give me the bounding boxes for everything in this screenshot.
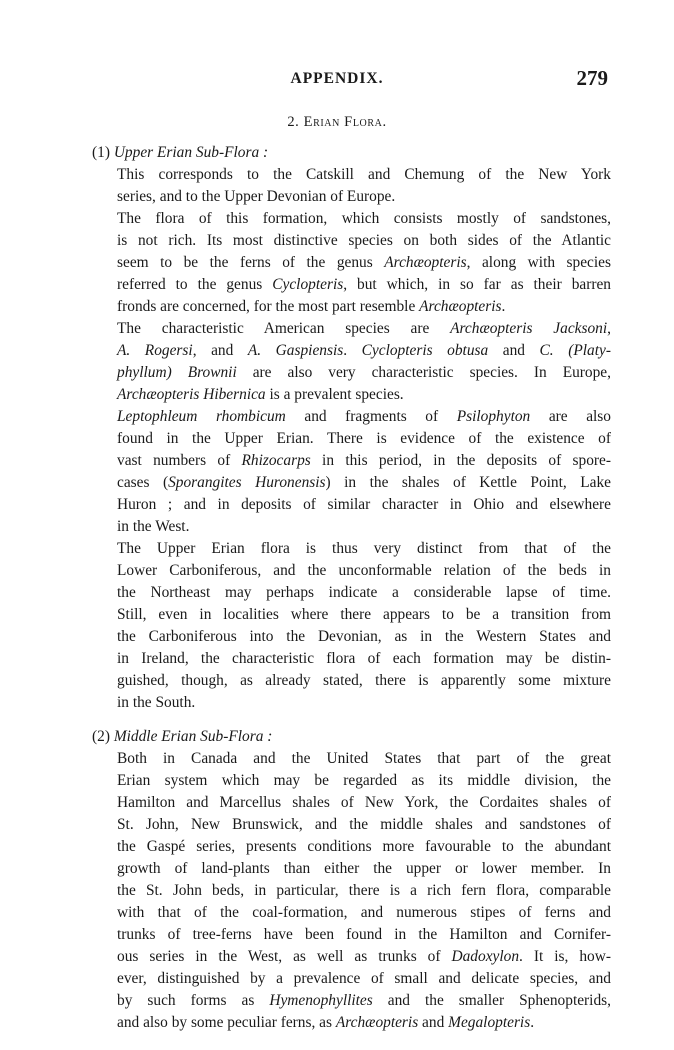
text-line: with that of the coal-formation, and numerous stipes of ferns and bbox=[117, 904, 611, 921]
text-line: in the South. bbox=[117, 694, 196, 711]
text-line: Both in Canada and the United States that part of the great bbox=[117, 750, 611, 767]
paragraph-middle-1 bbox=[90, 748, 611, 1034]
paragraph-upper-1 bbox=[90, 164, 611, 208]
text-line: is not rich. Its most distinctive species on both sides of the Atlantic bbox=[117, 232, 611, 249]
text-line: seem to be the ferns of the genus Archæopteris, along with species bbox=[117, 254, 611, 271]
text-line: by such forms as Hymenophyllites and the smaller Sphenopterids, bbox=[117, 992, 611, 1009]
running-title: APPENDIX. bbox=[290, 70, 384, 87]
text-line: fronds are concerned, for the most part resemble Archæopteris. bbox=[117, 298, 506, 315]
text-line: Erian system which may be regarded as its middle division, the bbox=[117, 772, 611, 789]
paragraph-upper-4 bbox=[90, 406, 611, 538]
body-text bbox=[90, 142, 611, 1034]
text-line: ever, distinguished by a prevalence of small and delicate species, and bbox=[117, 970, 611, 987]
text-line: The flora of this formation, which consists mostly of sandstones, bbox=[117, 210, 611, 227]
sub-heading-number: (1) bbox=[92, 144, 110, 161]
text-line: ous series in the West, as well as trunks of Dadoxylon. It is, how- bbox=[117, 948, 611, 965]
text-line: and also by some peculiar ferns, as Archæopteris and Megalopteris. bbox=[117, 1014, 535, 1031]
sub-heading-number: (2) bbox=[92, 728, 110, 745]
text-line: the Gaspé series, presents conditions more favourable to the abundant bbox=[117, 838, 611, 855]
text-line: cases (Sporangites Huronensis) in the shales of Kettle Point, Lake bbox=[117, 474, 611, 491]
text-line: trunks of tree-ferns have been found in the Hamilton and Cornifer- bbox=[117, 926, 611, 943]
text-line: in Ireland, the characteristic flora of each formation may be distin- bbox=[117, 650, 611, 667]
text-line: Leptophleum rhombicum and fragments of Psilophyton are also bbox=[117, 408, 611, 425]
paragraph-upper-5 bbox=[90, 538, 611, 714]
text-line: referred to the genus Cyclopteris, but which, in so far as their barren bbox=[117, 276, 611, 293]
paragraph-upper-3 bbox=[90, 318, 611, 406]
text-line: The characteristic American species are Archæopteris Jacksoni, bbox=[117, 320, 611, 337]
sub-heading-upper bbox=[90, 142, 611, 164]
text-line: in the West. bbox=[117, 518, 190, 535]
text-line: Hamilton and Marcellus shales of New York, the Cordaites shales of bbox=[117, 794, 611, 811]
text-line: The Upper Erian flora is thus very distinct from that of the bbox=[117, 540, 611, 557]
text-line: series, and to the Upper Devonian of Europe. bbox=[117, 188, 396, 205]
text-line: phyllum) Brownii are also very characteristic species. In Europe, bbox=[117, 364, 611, 381]
text-line: the Northeast may perhaps indicate a considerable lapse of time. bbox=[117, 584, 611, 601]
sub-heading-title: Middle Erian Sub-Flora : bbox=[113, 728, 273, 745]
text-line: Huron ; and in deposits of similar character in Ohio and elsewhere bbox=[117, 496, 611, 513]
text-line: the St. John beds, in particular, there is a rich fern flora, comparable bbox=[117, 882, 611, 899]
text-line: growth of land-plants than either the upper or lower member. In bbox=[117, 860, 611, 877]
text-line: Still, even in localities where there appears to be a transition from bbox=[117, 606, 611, 623]
text-line: the Carboniferous into the Devonian, as in the Western States and bbox=[117, 628, 611, 645]
sub-heading-title: Upper Erian Sub-Flora : bbox=[113, 144, 269, 161]
section-title: 2. Erian Flora. bbox=[287, 114, 387, 130]
text-line: vast numbers of Rhizocarps in this period, in the deposits of spore- bbox=[117, 452, 611, 469]
page-number: 279 bbox=[576, 66, 608, 90]
section-gap bbox=[90, 714, 611, 726]
text-line: Archæopteris Hibernica is a prevalent species. bbox=[117, 386, 404, 403]
text-line: found in the Upper Erian. There is evidence of the existence of bbox=[117, 430, 611, 447]
text-line: St. John, New Brunswick, and the middle shales and sandstones of bbox=[117, 816, 611, 833]
sub-heading-middle bbox=[90, 726, 611, 748]
text-line: A. Rogersi, and A. Gaspiensis. Cyclopteris obtusa and C. (Platy- bbox=[117, 342, 611, 359]
text-line: Lower Carboniferous, and the unconformable relation of the beds in bbox=[117, 562, 611, 579]
paragraph-upper-2 bbox=[90, 208, 611, 318]
text-line: This corresponds to the Catskill and Chemung of the New York bbox=[117, 166, 611, 183]
running-head bbox=[0, 66, 674, 96]
text-line: guished, though, as already stated, there is apparently some mixture bbox=[117, 672, 611, 689]
